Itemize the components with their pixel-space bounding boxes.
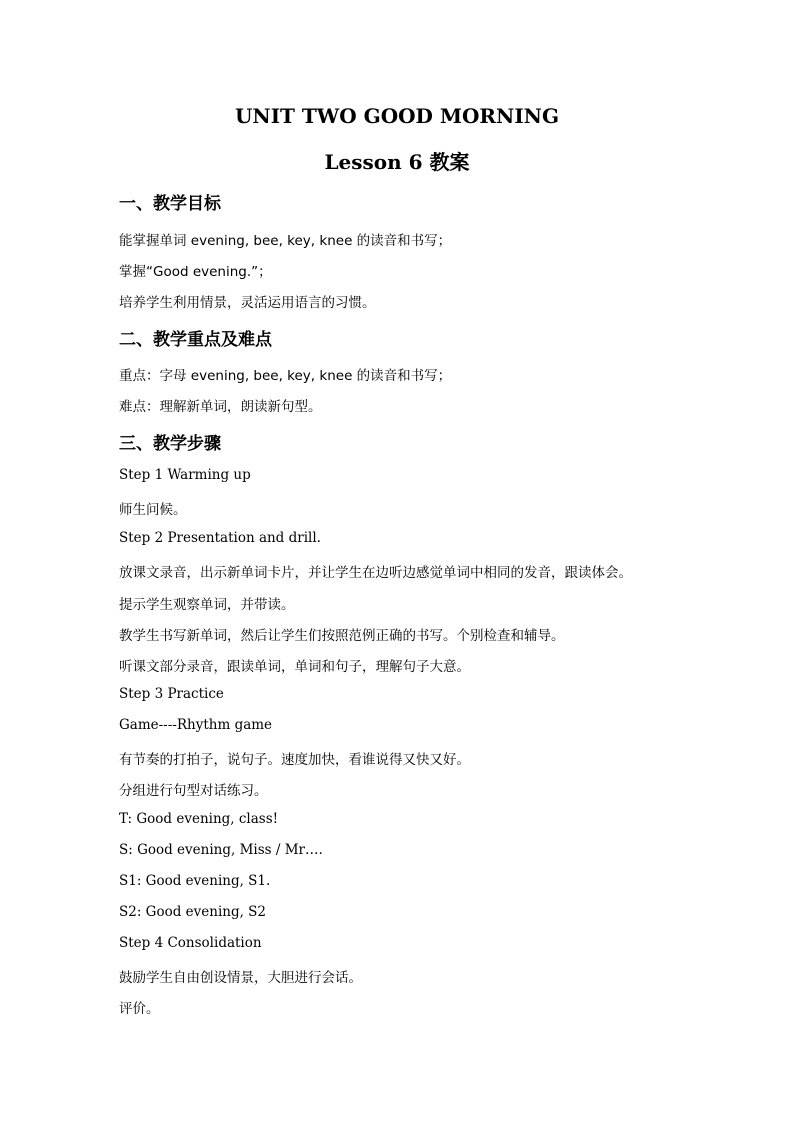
objective-line: 能掌握单词 evening, bee, key, knee 的读音和书写； xyxy=(119,233,452,249)
objective-line: 掌握“Good evening.”； xyxy=(119,264,272,280)
key-point-line: 重点：字母 evening, bee, key, knee 的读音和书写； xyxy=(119,368,452,384)
dialogue-line: T: Good evening, class! xyxy=(119,811,279,827)
dialogue-line: S: Good evening, Miss / Mr…. xyxy=(119,842,323,858)
section-heading-key-points: 二、教学重点及难点 xyxy=(119,330,272,350)
lesson-subtitle: Lesson 6 教案 xyxy=(324,150,470,174)
step-line: Game----Rhythm game xyxy=(119,717,273,733)
document-title: UNIT TWO GOOD MORNING xyxy=(234,104,560,128)
step-line: 放课文录音，出示新单词卡片，并让学生在边听边感觉单词中相同的发音，跟读体会。 xyxy=(119,565,632,581)
step-title: Step 4 Consolidation xyxy=(119,935,262,951)
section-heading-steps: 三、教学步骤 xyxy=(119,434,221,454)
step-line: 分组进行句型对话练习。 xyxy=(119,783,268,799)
key-point-line: 难点：理解新单词，朗读新句型。 xyxy=(119,399,322,415)
step-line: 有节奏的打拍子，说句子。速度加快，看谁说得又快又好。 xyxy=(119,752,470,768)
step-title: Step 1 Warming up xyxy=(119,467,251,483)
step-line: 鼓励学生自由创设情景，大胆进行会话。 xyxy=(119,970,362,986)
step-title: Step 2 Presentation and drill. xyxy=(119,530,321,546)
step-line: 评价。 xyxy=(119,1001,160,1017)
section-heading-objectives: 一、教学目标 xyxy=(119,194,221,214)
step-title: Step 3 Practice xyxy=(119,686,224,702)
objective-line: 培养学生利用情景，灵活运用语言的习惯。 xyxy=(119,295,376,311)
dialogue-line: S2: Good evening, S2 xyxy=(119,904,267,920)
step-line: 听课文部分录音，跟读单词，单词和句子，理解句子大意。 xyxy=(119,659,470,675)
dialogue-line: S1: Good evening, S1. xyxy=(119,873,271,889)
step-line: 教学生书写新单词，然后让学生们按照范例正确的书写。个别检查和辅导。 xyxy=(119,628,565,644)
step-line: 提示学生观察单词，并带读。 xyxy=(119,597,295,613)
step-line: 师生问候。 xyxy=(119,502,187,518)
